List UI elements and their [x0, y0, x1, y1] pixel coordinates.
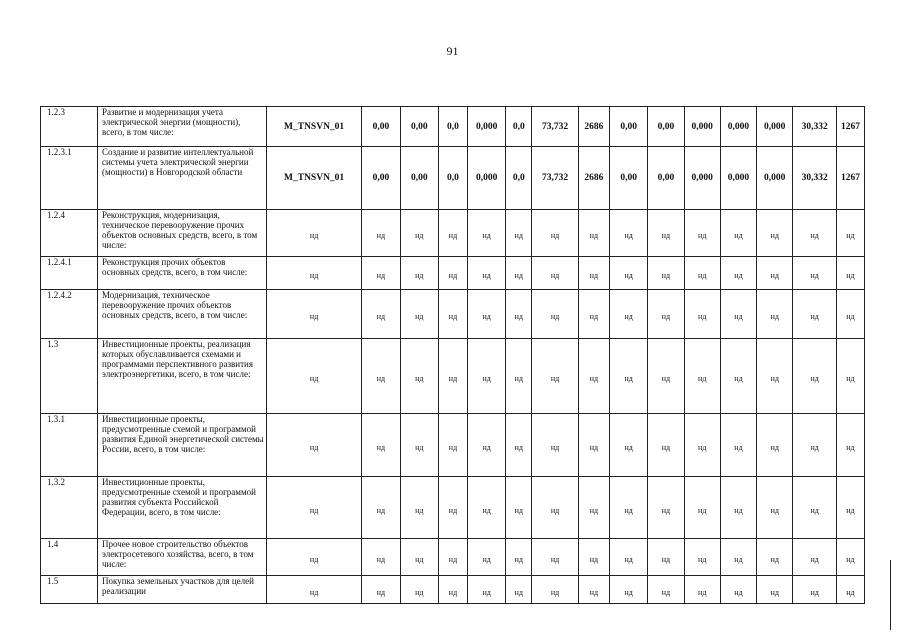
value-cell: нд	[609, 210, 647, 257]
row-name: Реконструкция прочих объектов основных средств, всего, в том числе:	[98, 257, 267, 290]
value-cell: нд	[532, 539, 579, 576]
value-cell: 0,00	[400, 107, 438, 147]
table-row	[41, 576, 865, 604]
row-code: 1.2.3.1	[41, 147, 98, 210]
value-cell: нд	[578, 290, 609, 339]
value-cell: 1267	[836, 107, 864, 147]
value-cell: нд	[684, 290, 720, 339]
value-cell: нд	[532, 339, 579, 414]
value-cell: нд	[438, 339, 467, 414]
value-cell: нд	[720, 290, 756, 339]
value-cell: нд	[793, 414, 837, 477]
value-cell: нд	[609, 290, 647, 339]
value-cell: нд	[793, 257, 837, 290]
row-code: 1.3.2	[41, 477, 98, 539]
value-cell: 1267	[836, 147, 864, 210]
value-cell: нд	[438, 290, 467, 339]
value-cell: нд	[793, 477, 837, 539]
row-name: Прочее новое строительство объектов электросетевого хозяйства, всего, в том числе:	[98, 539, 267, 576]
value-cell: нд	[362, 257, 400, 290]
value-cell: нд	[720, 576, 756, 604]
value-cell: нд	[467, 210, 505, 257]
value-cell: нд	[362, 414, 400, 477]
page-number: 91	[446, 44, 459, 58]
value-cell: 0,000	[684, 147, 720, 210]
value-cell: нд	[757, 210, 793, 257]
project-id-cell: M_TNSVN_01	[266, 147, 361, 210]
value-cell: нд	[532, 477, 579, 539]
table-row	[41, 414, 865, 477]
value-cell: нд	[578, 210, 609, 257]
value-cell: 0,000	[720, 107, 756, 147]
value-cell: нд	[362, 576, 400, 604]
row-code: 1.3.1	[41, 414, 98, 477]
value-cell: 0,00	[609, 147, 647, 210]
row-code: 1.4	[41, 539, 98, 576]
value-cell: нд	[648, 414, 684, 477]
value-cell: 0,000	[757, 147, 793, 210]
value-cell: нд	[362, 339, 400, 414]
value-cell: нд	[648, 539, 684, 576]
value-cell: нд	[532, 290, 579, 339]
value-cell: нд	[757, 539, 793, 576]
value-cell: нд	[836, 477, 864, 539]
investment-program-table	[40, 106, 865, 604]
value-cell: нд	[438, 576, 467, 604]
value-cell: 0,000	[467, 147, 505, 210]
value-cell: 0,00	[648, 107, 684, 147]
table-row	[41, 257, 865, 290]
value-cell: нд	[609, 539, 647, 576]
value-cell: 0,00	[362, 147, 400, 210]
row-name: Реконструкция, модернизация, техническое перевооружение прочих объектов основных средств, всего, в том числе:	[98, 210, 267, 257]
value-cell: нд	[684, 257, 720, 290]
value-cell: нд	[467, 339, 505, 414]
value-cell: нд	[609, 576, 647, 604]
row-code: 1.2.4	[41, 210, 98, 257]
value-cell: нд	[684, 477, 720, 539]
value-cell: нд	[648, 576, 684, 604]
row-name: Инвестиционные проекты, реализация которых обуславливается схемами и программами перспективного развития электроэнергетики, всего, в том числе:	[98, 339, 267, 414]
value-cell: нд	[532, 576, 579, 604]
value-cell: нд	[362, 210, 400, 257]
value-cell: нд	[578, 339, 609, 414]
value-cell: нд	[609, 257, 647, 290]
project-id-cell: нд	[266, 539, 361, 576]
value-cell: нд	[362, 539, 400, 576]
table-row	[41, 290, 865, 339]
project-id-cell: нд	[266, 257, 361, 290]
value-cell: нд	[467, 576, 505, 604]
margin-line	[890, 560, 891, 630]
value-cell: нд	[720, 414, 756, 477]
value-cell: нд	[836, 539, 864, 576]
value-cell: нд	[793, 576, 837, 604]
value-cell: нд	[467, 290, 505, 339]
row-name: Создание и развитие интеллектуальной системы учета электрической энергии (мощности) в Новгородской области	[98, 147, 267, 210]
row-name: Покупка земельных участков для целей реализации	[98, 576, 267, 604]
value-cell: нд	[836, 257, 864, 290]
row-code: 1.2.4.2	[41, 290, 98, 339]
project-id-cell: M_TNSVN_01	[266, 107, 361, 147]
value-cell: нд	[506, 290, 532, 339]
value-cell: нд	[506, 576, 532, 604]
project-id-cell: нд	[266, 339, 361, 414]
value-cell: нд	[684, 539, 720, 576]
table-row	[41, 339, 865, 414]
value-cell: нд	[506, 257, 532, 290]
value-cell: нд	[793, 339, 837, 414]
value-cell: нд	[720, 210, 756, 257]
value-cell: нд	[684, 339, 720, 414]
value-cell: нд	[532, 414, 579, 477]
value-cell: нд	[467, 539, 505, 576]
value-cell: 0,0	[506, 147, 532, 210]
project-id-cell: нд	[266, 414, 361, 477]
value-cell: нд	[648, 477, 684, 539]
value-cell: нд	[438, 257, 467, 290]
value-cell: нд	[362, 477, 400, 539]
value-cell: нд	[578, 576, 609, 604]
project-id-cell: нд	[266, 210, 361, 257]
value-cell: 30,332	[793, 107, 837, 147]
value-cell: нд	[720, 539, 756, 576]
value-cell: нд	[793, 539, 837, 576]
value-cell: нд	[506, 414, 532, 477]
row-code: 1.2.4.1	[41, 257, 98, 290]
value-cell: нд	[578, 539, 609, 576]
value-cell: нд	[400, 339, 438, 414]
value-cell: нд	[362, 290, 400, 339]
value-cell: нд	[467, 414, 505, 477]
value-cell: нд	[609, 414, 647, 477]
value-cell: 0,00	[648, 147, 684, 210]
value-cell: нд	[532, 257, 579, 290]
value-cell: нд	[400, 576, 438, 604]
value-cell: 0,0	[438, 147, 467, 210]
row-name: Модернизация, техническое перевооружение прочих объектов основных средств, всего, в том числе:	[98, 290, 267, 339]
value-cell: 73,732	[532, 107, 579, 147]
table-row	[41, 477, 865, 539]
value-cell: нд	[400, 539, 438, 576]
value-cell: нд	[684, 414, 720, 477]
value-cell: нд	[609, 477, 647, 539]
value-cell: нд	[532, 210, 579, 257]
value-cell: нд	[438, 210, 467, 257]
value-cell: нд	[578, 257, 609, 290]
value-cell: нд	[793, 290, 837, 339]
value-cell: 2686	[578, 147, 609, 210]
value-cell: 30,332	[793, 147, 837, 210]
value-cell: 0,000	[467, 107, 505, 147]
value-cell: 0,0	[506, 107, 532, 147]
value-cell: 0,0	[438, 107, 467, 147]
value-cell: нд	[506, 539, 532, 576]
value-cell: нд	[400, 290, 438, 339]
value-cell: нд	[400, 210, 438, 257]
value-cell: нд	[836, 210, 864, 257]
row-code: 1.2.3	[41, 107, 98, 147]
value-cell: нд	[648, 257, 684, 290]
value-cell: нд	[506, 210, 532, 257]
value-cell: нд	[757, 576, 793, 604]
table-row	[41, 107, 865, 147]
value-cell: 2686	[578, 107, 609, 147]
value-cell: 0,00	[400, 147, 438, 210]
value-cell: нд	[609, 339, 647, 414]
value-cell: нд	[467, 257, 505, 290]
value-cell: нд	[506, 339, 532, 414]
value-cell: нд	[438, 414, 467, 477]
row-code: 1.5	[41, 576, 98, 604]
value-cell: 0,00	[362, 107, 400, 147]
row-name: Инвестиционные проекты, предусмотренные схемой и программой развития субъекта Российской Федерации, всего, в том числе:	[98, 477, 267, 539]
value-cell: нд	[757, 339, 793, 414]
value-cell: нд	[720, 477, 756, 539]
value-cell: нд	[720, 257, 756, 290]
value-cell: нд	[438, 539, 467, 576]
project-id-cell: нд	[266, 477, 361, 539]
value-cell: нд	[506, 477, 532, 539]
value-cell: 0,000	[720, 147, 756, 210]
value-cell: нд	[757, 257, 793, 290]
row-code: 1.3	[41, 339, 98, 414]
value-cell: нд	[684, 210, 720, 257]
value-cell: 0,00	[609, 107, 647, 147]
value-cell: нд	[836, 576, 864, 604]
value-cell: нд	[836, 339, 864, 414]
table-row	[41, 539, 865, 576]
value-cell: 0,000	[684, 107, 720, 147]
row-name: Развитие и модернизация учета электрической энергии (мощности), всего, в том числе:	[98, 107, 267, 147]
value-cell: нд	[684, 576, 720, 604]
row-name: Инвестиционные проекты, предусмотренные схемой и программой развития Единой энергетической системы России, всего, в том числе:	[98, 414, 267, 477]
value-cell: нд	[793, 210, 837, 257]
value-cell: нд	[400, 414, 438, 477]
value-cell: 73,732	[532, 147, 579, 210]
value-cell: нд	[836, 290, 864, 339]
value-cell: нд	[648, 210, 684, 257]
project-id-cell: нд	[266, 576, 361, 604]
value-cell: нд	[757, 290, 793, 339]
value-cell: нд	[836, 414, 864, 477]
value-cell: нд	[400, 477, 438, 539]
value-cell: нд	[720, 339, 756, 414]
value-cell: нд	[757, 477, 793, 539]
value-cell: нд	[578, 414, 609, 477]
value-cell: нд	[400, 257, 438, 290]
value-cell: нд	[648, 290, 684, 339]
table-row	[41, 210, 865, 257]
table-row	[41, 147, 865, 210]
value-cell: нд	[438, 477, 467, 539]
value-cell: нд	[578, 477, 609, 539]
value-cell: нд	[648, 339, 684, 414]
project-id-cell: нд	[266, 290, 361, 339]
value-cell: нд	[757, 414, 793, 477]
value-cell: нд	[467, 477, 505, 539]
value-cell: 0,000	[757, 107, 793, 147]
